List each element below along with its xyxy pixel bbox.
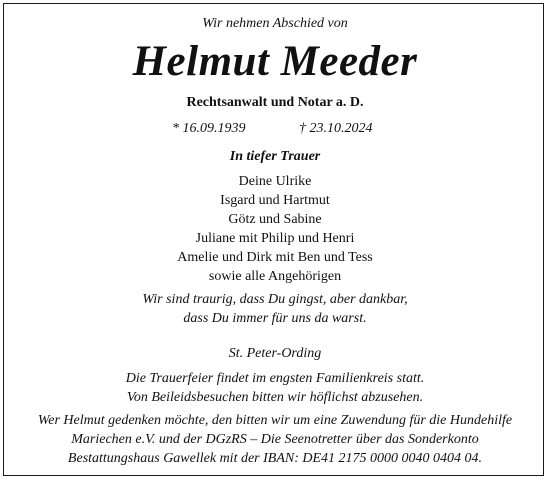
mourning-heading: In tiefer Trauer: [229, 149, 321, 164]
funeral-info-line: Die Trauerfeier findet im engsten Familienkreis statt.: [125, 371, 425, 386]
place-name: St. Peter-Ording: [228, 346, 322, 361]
mourner-line: Juliane mit Philip und Henri: [195, 231, 355, 246]
farewell-line: Wir sind traurig, dass Du gingst, aber dankbar,: [142, 292, 408, 307]
profession-text: Rechtsanwalt und Notar a. D.: [186, 95, 364, 110]
mourner-line: Isgard und Hartmut: [220, 193, 330, 208]
life-dates: [0, 121, 550, 141]
mourner-line: Amelie und Dirk mit Ben und Tess: [177, 250, 373, 265]
intro-text: Wir nehmen Abschied von: [202, 16, 348, 31]
mourner-line: Götz und Sabine: [228, 212, 322, 227]
donation-info-line: Wer Helmut gedenken möchte, den bitten wir um eine Zuwendung für die Hundehilfe: [37, 413, 513, 428]
mourner-line: sowie alle Angehörigen: [208, 269, 342, 284]
farewell-line: dass Du immer für uns da warst.: [183, 311, 367, 326]
donation-info-line: Mariechen e.V. und der DGzRS – Die Seenotretter über das Sonderkonto: [71, 432, 479, 447]
death-date: † 23.10.2024: [299, 121, 373, 136]
funeral-info-line: Von Beileidsbesuchen bitten wir höflichst abzusehen.: [126, 390, 424, 405]
deceased-name: Helmut Meeder: [132, 38, 418, 85]
birth-date: * 16.09.1939: [172, 121, 246, 136]
donation-info-line: Bestattungshaus Gawellek mit der IBAN: DE41 2175 0000 0040 0404 04.: [67, 451, 483, 466]
mourner-line: Deine Ulrike: [238, 174, 312, 189]
